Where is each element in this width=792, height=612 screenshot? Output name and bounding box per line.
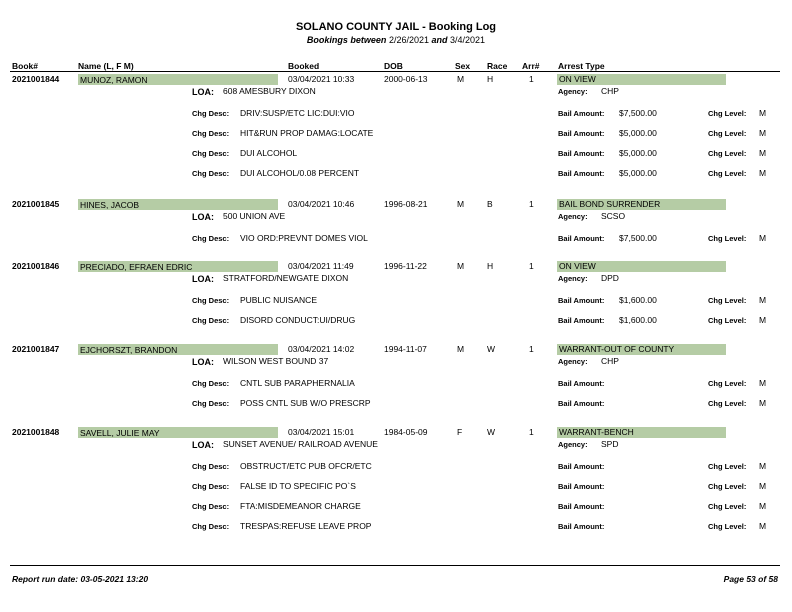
loa-label: LOA: bbox=[192, 357, 214, 367]
agency-label: Agency: bbox=[558, 274, 588, 283]
column-header-book: Book# bbox=[12, 61, 38, 71]
bail-amount-value: $7,500.00 bbox=[619, 233, 657, 243]
charge-desc-label: Chg Desc: bbox=[192, 109, 230, 118]
booking-number: 2021001845 bbox=[12, 199, 60, 209]
column-header-dob: DOB bbox=[384, 61, 403, 71]
bail-amount-label: Bail Amount: bbox=[558, 129, 605, 138]
charge-level-label: Chg Level: bbox=[708, 462, 747, 471]
bail-amount-value: $5,000.00 bbox=[619, 168, 657, 178]
charge-level-value: M bbox=[759, 128, 767, 138]
date-of-birth: 2000-06-13 bbox=[384, 74, 428, 84]
loa-value: WILSON WEST BOUND 37 bbox=[223, 356, 329, 366]
subtitle-prefix: Bookings between bbox=[306, 35, 387, 45]
bail-amount-value: $7,500.00 bbox=[619, 108, 657, 118]
charge-level-label: Chg Level: bbox=[708, 296, 747, 305]
charge-desc-label: Chg Desc: bbox=[192, 522, 230, 531]
loa-label: LOA: bbox=[192, 440, 214, 450]
column-header-name: Name (L, F M) bbox=[78, 61, 134, 71]
arrest-type: WARRANT-BENCH bbox=[559, 427, 634, 437]
booked-datetime: 03/04/2021 15:01 bbox=[288, 427, 355, 437]
arrest-number: 1 bbox=[529, 344, 534, 354]
sex: M bbox=[457, 74, 465, 84]
agency-label: Agency: bbox=[558, 212, 588, 221]
loa-label: LOA: bbox=[192, 87, 214, 97]
charge-description: VIO ORD:PREVNT DOMES VIOL bbox=[240, 233, 368, 243]
charge-desc-label: Chg Desc: bbox=[192, 316, 230, 325]
bail-amount-label: Bail Amount: bbox=[558, 482, 605, 491]
charge-level-value: M bbox=[759, 168, 767, 178]
charge-level-label: Chg Level: bbox=[708, 399, 747, 408]
bail-amount-value: $5,000.00 bbox=[619, 128, 657, 138]
charge-level-label: Chg Level: bbox=[708, 379, 747, 388]
booking-number: 2021001847 bbox=[12, 344, 60, 354]
footer-rule bbox=[10, 565, 780, 566]
sex: M bbox=[457, 344, 465, 354]
race: B bbox=[487, 199, 493, 209]
charge-description: POSS CNTL SUB W/O PRESCRP bbox=[240, 398, 371, 408]
charge-desc-label: Chg Desc: bbox=[192, 399, 230, 408]
charge-level-value: M bbox=[759, 148, 767, 158]
bail-amount-label: Bail Amount: bbox=[558, 502, 605, 511]
agency-value: DPD bbox=[601, 273, 619, 283]
charge-description: FALSE ID TO SPECIFIC PO`S bbox=[240, 481, 356, 491]
inmate-name: EJCHORSZT, BRANDON bbox=[80, 345, 178, 355]
charge-description: DUI ALCOHOL/0.08 PERCENT bbox=[240, 168, 360, 178]
column-header-arr: Arr# bbox=[522, 61, 540, 71]
inmate-name: MUNOZ, RAMON bbox=[80, 75, 148, 85]
agency-value: CHP bbox=[601, 356, 619, 366]
date-from: 2/26/2021 bbox=[388, 35, 429, 45]
bail-amount-label: Bail Amount: bbox=[558, 316, 605, 325]
column-header-sex: Sex bbox=[455, 61, 471, 71]
arrest-type: ON VIEW bbox=[559, 74, 596, 84]
inmate-name: SAVELL, JULIE MAY bbox=[80, 428, 160, 438]
bail-amount-label: Bail Amount: bbox=[558, 522, 605, 531]
sex: M bbox=[457, 199, 465, 209]
bail-amount-label: Bail Amount: bbox=[558, 379, 605, 388]
sex: M bbox=[457, 261, 465, 271]
date-of-birth: 1996-11-22 bbox=[384, 261, 427, 271]
charge-description: FTA:MISDEMEANOR CHARGE bbox=[240, 501, 361, 511]
agency-value: SCSO bbox=[601, 211, 626, 221]
charge-level-value: M bbox=[759, 481, 767, 491]
date-to: 3/4/2021 bbox=[450, 35, 486, 45]
bail-amount-label: Bail Amount: bbox=[558, 109, 605, 118]
booked-datetime: 03/04/2021 10:33 bbox=[288, 74, 355, 84]
charge-description: TRESPAS:REFUSE LEAVE PROP bbox=[240, 521, 372, 531]
agency-value: CHP bbox=[601, 86, 619, 96]
loa-value: 500 UNION AVE bbox=[223, 211, 286, 221]
inmate-name: HINES, JACOB bbox=[80, 200, 140, 210]
arrest-number: 1 bbox=[529, 261, 534, 271]
charge-desc-label: Chg Desc: bbox=[192, 149, 230, 158]
charge-description: DRIV:SUSP/ETC LIC:DUI:VIO bbox=[240, 108, 355, 118]
bail-amount-label: Bail Amount: bbox=[558, 462, 605, 471]
inmate-name: PRECIADO, EFRAEN EDRIC bbox=[80, 262, 193, 272]
charge-level-value: M bbox=[759, 315, 767, 325]
arrest-number: 1 bbox=[529, 199, 534, 209]
agency-label: Agency: bbox=[558, 87, 588, 96]
report-subtitle bbox=[0, 35, 792, 45]
race: W bbox=[487, 344, 496, 354]
subtitle-and: and bbox=[431, 35, 448, 45]
charge-desc-label: Chg Desc: bbox=[192, 379, 230, 388]
loa-label: LOA: bbox=[192, 212, 214, 222]
column-header-arrest-type: Arrest Type bbox=[558, 61, 605, 71]
charge-description: OBSTRUCT/ETC PUB OFCR/ETC bbox=[240, 461, 372, 471]
bail-amount-label: Bail Amount: bbox=[558, 234, 605, 243]
bail-amount-value: $1,600.00 bbox=[619, 315, 657, 325]
charge-level-label: Chg Level: bbox=[708, 522, 747, 531]
charge-description: PUBLIC NUISANCE bbox=[240, 295, 317, 305]
charge-level-label: Chg Level: bbox=[708, 149, 747, 158]
arrest-type: BAIL BOND SURRENDER bbox=[559, 199, 661, 209]
charge-level-value: M bbox=[759, 295, 767, 305]
charge-desc-label: Chg Desc: bbox=[192, 502, 230, 511]
booking-number: 2021001844 bbox=[12, 74, 60, 84]
charge-level-label: Chg Level: bbox=[708, 169, 747, 178]
charge-description: HIT&RUN PROP DAMAG:LOCATE bbox=[240, 128, 374, 138]
loa-value: 608 AMESBURY DIXON bbox=[223, 86, 316, 96]
charge-level-value: M bbox=[759, 501, 767, 511]
arrest-number: 1 bbox=[529, 74, 534, 84]
charge-description: DUI ALCOHOL bbox=[240, 148, 298, 158]
loa-label: LOA: bbox=[192, 274, 214, 284]
agency-label: Agency: bbox=[558, 357, 588, 366]
bail-amount-label: Bail Amount: bbox=[558, 149, 605, 158]
date-of-birth: 1996-08-21 bbox=[384, 199, 428, 209]
loa-value: SUNSET AVENUE/ RAILROAD AVENUE bbox=[223, 439, 378, 449]
report-run-date: Report run date: 03-05-2021 13:20 bbox=[12, 574, 149, 584]
bail-amount-label: Bail Amount: bbox=[558, 169, 605, 178]
race: W bbox=[487, 427, 496, 437]
charge-description: DISORD CONDUCT:UI/DRUG bbox=[240, 315, 356, 325]
charge-level-label: Chg Level: bbox=[708, 109, 747, 118]
charge-level-value: M bbox=[759, 461, 767, 471]
header-rule bbox=[10, 71, 780, 72]
column-header-booked: Booked bbox=[288, 61, 320, 71]
booking-number: 2021001846 bbox=[12, 261, 60, 271]
charge-desc-label: Chg Desc: bbox=[192, 234, 230, 243]
date-of-birth: 1984-05-09 bbox=[384, 427, 428, 437]
arrest-type: WARRANT-OUT OF COUNTY bbox=[559, 344, 675, 354]
booked-datetime: 03/04/2021 14:02 bbox=[288, 344, 355, 354]
charge-level-value: M bbox=[759, 108, 767, 118]
charge-desc-label: Chg Desc: bbox=[192, 129, 230, 138]
charge-desc-label: Chg Desc: bbox=[192, 296, 230, 305]
sex: F bbox=[457, 427, 463, 437]
loa-value: STRATFORD/NEWGATE DIXON bbox=[223, 273, 349, 283]
charge-desc-label: Chg Desc: bbox=[192, 462, 230, 471]
charge-desc-label: Chg Desc: bbox=[192, 169, 230, 178]
booked-datetime: 03/04/2021 10:46 bbox=[288, 199, 355, 209]
page-number: Page 53 of 58 bbox=[723, 574, 778, 584]
agency-value: SPD bbox=[601, 439, 619, 449]
charge-level-label: Chg Level: bbox=[708, 316, 747, 325]
charge-level-value: M bbox=[759, 233, 767, 243]
charge-level-label: Chg Level: bbox=[708, 234, 747, 243]
charge-description: CNTL SUB PARAPHERNALIA bbox=[240, 378, 355, 388]
bail-amount-value: $5,000.00 bbox=[619, 148, 657, 158]
charge-level-value: M bbox=[759, 521, 767, 531]
charge-level-label: Chg Level: bbox=[708, 502, 747, 511]
charge-level-value: M bbox=[759, 378, 767, 388]
charge-desc-label: Chg Desc: bbox=[192, 482, 230, 491]
charge-level-value: M bbox=[759, 398, 767, 408]
column-header-race: Race bbox=[487, 61, 508, 71]
charge-level-label: Chg Level: bbox=[708, 129, 747, 138]
date-of-birth: 1994-11-07 bbox=[384, 344, 427, 354]
agency-label: Agency: bbox=[558, 440, 588, 449]
booked-datetime: 03/04/2021 11:49 bbox=[288, 261, 354, 271]
charge-level-label: Chg Level: bbox=[708, 482, 747, 491]
bail-amount-label: Bail Amount: bbox=[558, 296, 605, 305]
arrest-type: ON VIEW bbox=[559, 261, 596, 271]
booking-number: 2021001848 bbox=[12, 427, 60, 437]
bail-amount-label: Bail Amount: bbox=[558, 399, 605, 408]
arrest-number: 1 bbox=[529, 427, 534, 437]
race: H bbox=[487, 261, 494, 271]
bail-amount-value: $1,600.00 bbox=[619, 295, 657, 305]
race: H bbox=[487, 74, 494, 84]
report-title: SOLANO COUNTY JAIL - Booking Log bbox=[295, 21, 497, 33]
